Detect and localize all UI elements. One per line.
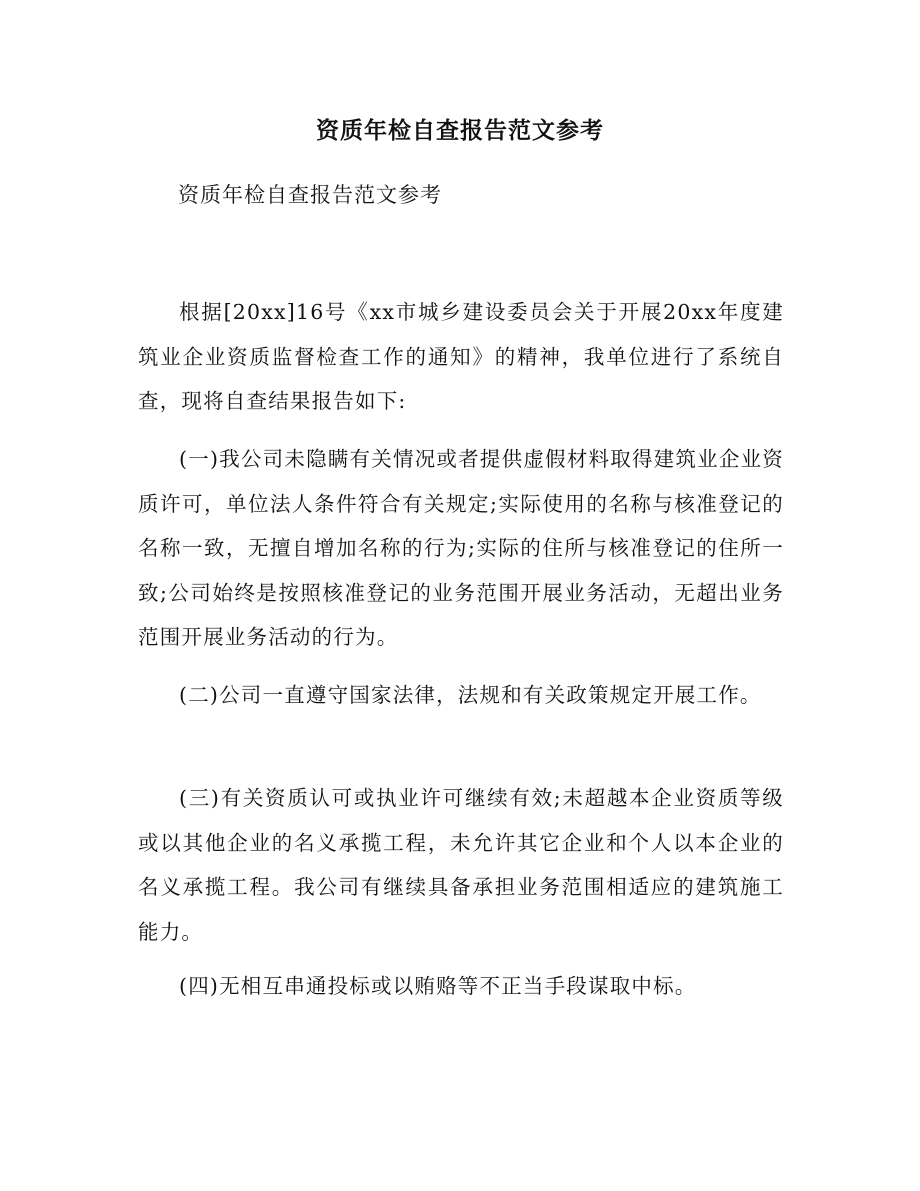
paragraph-intro: 根据[20xx]16号《xx市城乡建设委员会关于开展20xx年度建筑业企业资质监督检查工作的通知》的精神，我单位进行了系统自查，现将自查结果报告如下: xyxy=(138,300,784,413)
paragraph-item-4: (四)无相互串通投标或以贿赂等不正当手段谋取中标。 xyxy=(179,974,697,998)
paragraph-item-3: (三)有关资质认可或执业许可继续有效;未超越本企业资质等级或以其他企业的名义承揽工程，未允许其它企业和个人以本企业的名义承揽工程。我公司有继续具备承担业务范围相适应的建筑施工能力。 xyxy=(138,786,784,944)
document-subtitle: 资质年检自查报告范文参考 xyxy=(178,183,442,207)
paragraph-item-1: (一)我公司未隐瞒有关情况或者提供虚假材料取得建筑业企业资质许可，单位法人条件符合有关规定;实际使用的名称与核准登记的名称一致，无擅自增加名称的行为;实际的住所与核准登记的住所一致;公司始终是按照核准登记的业务范围开展业务活动，无超出业务范围开展业务活动的行为。 xyxy=(138,447,784,649)
document-title: 资质年检自查报告范文参考 xyxy=(316,118,604,144)
paragraph-item-2: (二)公司一直遵守国家法律，法规和有关政策规定开展工作。 xyxy=(179,683,762,707)
